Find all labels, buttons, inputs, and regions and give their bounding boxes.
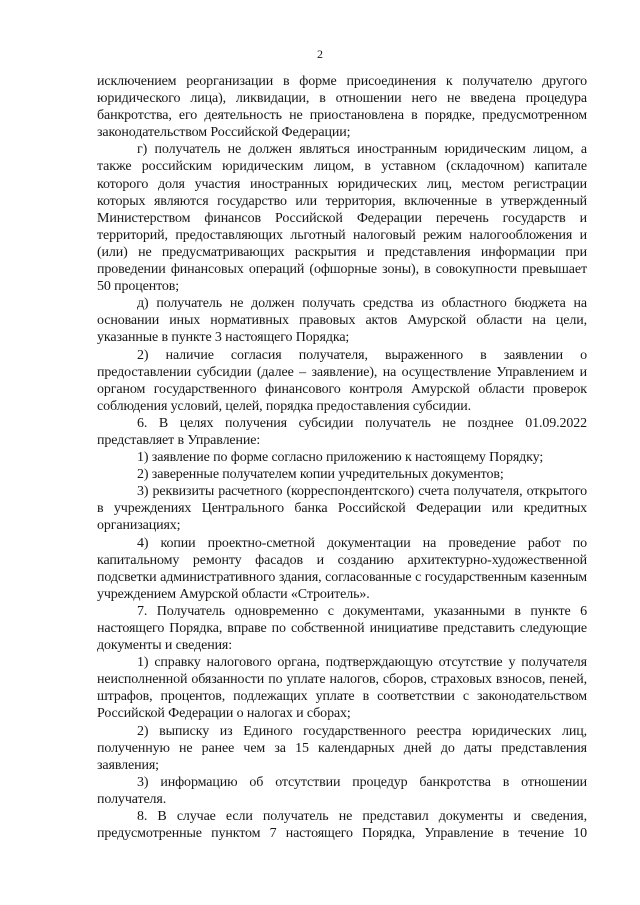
paragraph-d: д) получатель не должен получать средства из областного бюджета на основании иных нормативных правовых актов Амурской области на цели, указанные в пункте 3 настоящего Порядка; — [97, 296, 587, 346]
paragraph-2-consent: 2) наличие согласия получателя, выраженного в заявлении о предоставлении субсидии (далее – заявление), на осуществление Управлением и органом государственного финансового контроля Амурской области проверок соблюдения условий, целей, порядка предоставления субсидии. — [97, 347, 587, 414]
paragraph-7-2: 2) выписку из Единого государственного реестра юридических лиц, полученную не ранее чем за 15 календарных дней до даты представления заявления; — [97, 723, 587, 773]
page-number: 2 — [317, 47, 323, 61]
paragraph-6-1: 1) заявление по форме согласно приложению к настоящему Порядку; — [137, 450, 544, 466]
paragraph-7-1: 1) справку налогового органа, подтверждающую отсутствие у получателя неисполненной обязанности по уплате налогов, сборов, страховых взносов, пеней, штрафов, процентов, подлежащих уплате в соответствии с законодательством Российской Федерации о налогах и сборах; — [97, 655, 587, 722]
paragraph-6-4: 4) копии проектно-сметной документации на проведение работ по капитальному ремонту фасадов и созданию архитектурно-художественной подсветки административного здания, согласованные с государственным казенным учреждением Амурской области «Строитель». — [97, 535, 587, 602]
paragraph-6-2: 2) заверенные получателем копии учредительных документов; — [137, 467, 504, 483]
paragraph-7: 7. Получатель одновременно с документами, указанными в пункте 6 настоящего Порядка, вправе по собственной инициативе представить следующие документы и сведения: — [97, 603, 587, 654]
paragraph-6: 6. В целях получения субсидии получатель не позднее 01.09.2022 представляет в Управление: — [97, 415, 587, 448]
paragraph-continuation: исключением реорганизации в форме присоединения к получателю другого юридического лица), ликвидации, в отношении него не введена процедура банкротства, его деятельность не приостановлена в порядке, предусмотренном законодательством Российской Федерации; — [97, 74, 587, 141]
document-body — [97, 73, 587, 842]
paragraph-7-3: 3) информацию об отсутствии процедур банкротства в отношении получателя. — [97, 774, 587, 807]
paragraph-6-3: 3) реквизиты расчетного (корреспондентского) счета получателя, открытого в учреждениях Центрального банка Российской Федерации или кредитных организациях; — [97, 484, 587, 534]
paragraph-g: г) получатель не должен являться иностранным юридическим лицом, а также российским юридическим лицом, в уставном (складочном) капитале которого доля участия иностранных юридических лиц, местом регистрации которых являются государство или территория, включенные в утвержденный Министерством финансов Российской Федерации перечень государств и территорий, предоставляющих льготный налоговый режим налогообложения и (или) не предусматривающих раскрытия и представления информации при проведении финансовых операций (офшорные зоны), в совокупности превышает 50 процентов; — [97, 142, 587, 295]
paragraph-8: 8. В случае если получатель не представил документы и сведения, предусмотренные пунктом 7 настоящего Порядка, Управление в течение 10 — [97, 809, 587, 842]
